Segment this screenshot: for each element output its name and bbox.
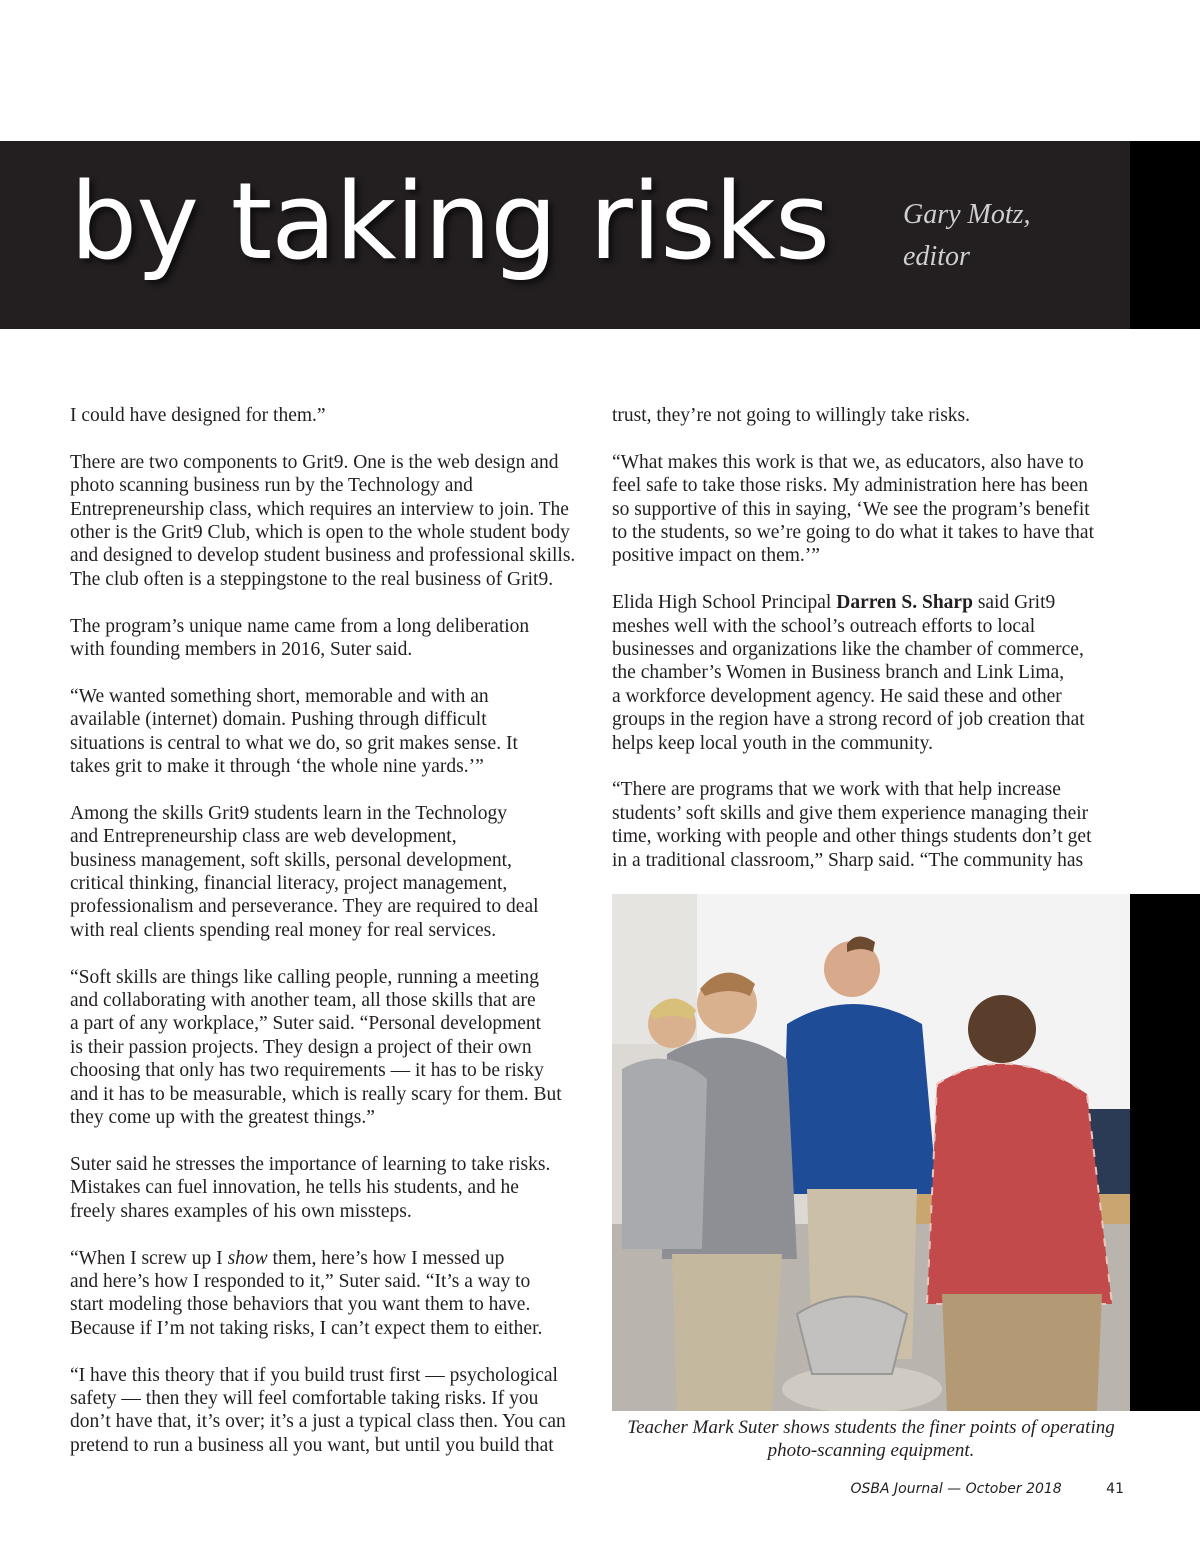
- caption-line: Teacher Mark Suter shows students the finer points of operating: [627, 1417, 1115, 1438]
- text-line: students’ soft skills and give them experience managing their: [612, 802, 1089, 824]
- paragraph: [612, 404, 1132, 427]
- paragraph: [612, 778, 1132, 872]
- text-line: a workforce development agency. He said these and other: [612, 685, 1062, 707]
- text-line: a part of any workplace,” Suter said. “Personal development: [70, 1013, 542, 1035]
- text-line: and collaborating with another team, all those skills that are: [70, 990, 536, 1012]
- text-line: the chamber’s Women in Business branch and Link Lima,: [612, 662, 1065, 684]
- paragraph: [70, 1153, 595, 1223]
- caption-line: photo-scanning equipment.: [767, 1440, 975, 1461]
- text-line: [612, 591, 1132, 614]
- text-line: and it has to be measurable, which is really scary for them. But: [70, 1083, 562, 1105]
- text-line: helps keep local youth in the community.: [612, 732, 933, 754]
- classroom-photo: [612, 894, 1130, 1411]
- page-footer: [851, 1481, 1125, 1497]
- text-line: with real clients spending real money for real services.: [70, 919, 497, 941]
- text-line: start modeling those behaviors that you want them to have.: [70, 1294, 531, 1316]
- classroom-photo-illustration: [612, 894, 1130, 1411]
- paragraph: [70, 1364, 595, 1458]
- text-line: professionalism and perseverance. They are required to deal: [70, 896, 539, 918]
- text-line: meshes well with the school’s outreach efforts to local: [612, 615, 1036, 637]
- text-line: There are two components to Grit9. One is the web design and: [70, 451, 559, 473]
- text-line: Mistakes can fuel innovation, he tells his students, and he: [70, 1177, 519, 1199]
- text-line: don’t have that, it’s over; it’s a just a typical class then. You can: [70, 1411, 566, 1433]
- text-line: photo scanning business run by the Technology and: [70, 475, 473, 497]
- text-line: [70, 1247, 595, 1270]
- text-line: situations is central to what we do, so grit makes sense. It: [70, 732, 518, 754]
- text-line: pretend to run a business all you want, but until you build that: [70, 1434, 554, 1456]
- paragraph: [70, 685, 595, 779]
- text-line: available (internet) domain. Pushing through difficult: [70, 709, 487, 731]
- right-column: [612, 404, 1132, 895]
- paragraph: [70, 802, 595, 942]
- text-line: feel safe to take those risks. My administration here has been: [612, 475, 1088, 497]
- paragraph: [70, 1247, 595, 1341]
- paragraph: [612, 451, 1132, 568]
- text-line: “Soft skills are things like calling people, running a meeting: [70, 966, 539, 988]
- text-line: with founding members in 2016, Suter said.: [70, 639, 413, 661]
- text-line: “There are programs that we work with that help increase: [612, 779, 1061, 801]
- emphasis-text: show: [227, 1247, 268, 1269]
- person-name: Darren S. Sharp: [836, 592, 973, 614]
- text-line: choosing that only has two requirements — it has to be risky: [70, 1060, 544, 1082]
- text-line: The club often is a steppingstone to the real business of Grit9.: [70, 568, 554, 590]
- page-number: 41: [1106, 1481, 1124, 1497]
- byline-name: Gary Motz,: [903, 199, 1031, 230]
- text-run: Elida High School Principal: [612, 592, 837, 614]
- text-line: safety — then they will feel comfortable taking risks. If you: [70, 1387, 539, 1409]
- text-line: Because if I’m not taking risks, I can’t expect them to either.: [70, 1317, 543, 1339]
- text-line: groups in the region have a strong record of job creation that: [612, 709, 1085, 731]
- paragraph: [70, 615, 595, 662]
- photo-caption: [612, 1416, 1130, 1462]
- text-run: them, here’s how I messed up: [267, 1247, 505, 1269]
- byline: [903, 194, 1031, 278]
- publication-info: OSBA Journal — October 2018: [850, 1481, 1062, 1497]
- text-line: Entrepreneurship class, which requires an interview to join. The: [70, 498, 569, 520]
- text-line: in a traditional classroom,” Sharp said. “The community has: [612, 849, 1084, 871]
- text-line: they come up with the greatest things.”: [70, 1107, 375, 1129]
- text-line: positive impact on them.’”: [612, 545, 820, 567]
- photo-edge-bar: [1130, 894, 1200, 1411]
- text-line: Suter said he stresses the importance of learning to take risks.: [70, 1153, 551, 1175]
- banner-edge-bar: [1130, 141, 1200, 329]
- text-line: critical thinking, financial literacy, project management,: [70, 873, 508, 895]
- text-line: freely shares examples of his own missteps.: [70, 1200, 412, 1222]
- left-column: [70, 404, 595, 1481]
- text-line: Among the skills Grit9 students learn in the Technology: [70, 802, 507, 824]
- paragraph: [612, 591, 1132, 755]
- text-line: takes grit to make it through ‘the whole nine yards.’”: [70, 756, 484, 778]
- byline-role: editor: [903, 241, 970, 272]
- text-line: “What makes this work is that we, as educators, also have to: [612, 451, 1084, 473]
- text-run: “When I screw up I: [70, 1247, 228, 1269]
- text-line: The program’s unique name came from a long deliberation: [70, 615, 530, 637]
- text-line: is their passion projects. They design a project of their own: [70, 1036, 532, 1058]
- text-line: business management, soft skills, personal development,: [70, 849, 512, 871]
- text-line: I could have designed for them.”: [70, 405, 326, 426]
- text-line: to the students, so we’re going to do what it takes to have that: [612, 522, 1094, 544]
- text-line: trust, they’re not going to willingly take risks.: [612, 405, 970, 426]
- text-line: “We wanted something short, memorable and with an: [70, 685, 489, 707]
- text-line: and Entrepreneurship class are web development,: [70, 826, 457, 848]
- headline: by taking risks: [70, 160, 830, 283]
- paragraph: [70, 404, 595, 427]
- paragraph: [70, 966, 595, 1130]
- text-line: other is the Grit9 Club, which is open to the whole student body: [70, 522, 570, 544]
- text-line: “I have this theory that if you build trust first — psychological: [70, 1364, 558, 1386]
- text-line: businesses and organizations like the chamber of commerce,: [612, 639, 1084, 661]
- text-line: and designed to develop student business and professional skills.: [70, 545, 576, 567]
- paragraph: [70, 451, 595, 591]
- text-run: said Grit9: [972, 592, 1056, 614]
- text-line: and here’s how I responded to it,” Suter said. “It’s a way to: [70, 1270, 531, 1292]
- text-line: time, working with people and other things students don’t get: [612, 826, 1092, 848]
- text-line: so supportive of this in saying, ‘We see the program’s benefit: [612, 498, 1090, 520]
